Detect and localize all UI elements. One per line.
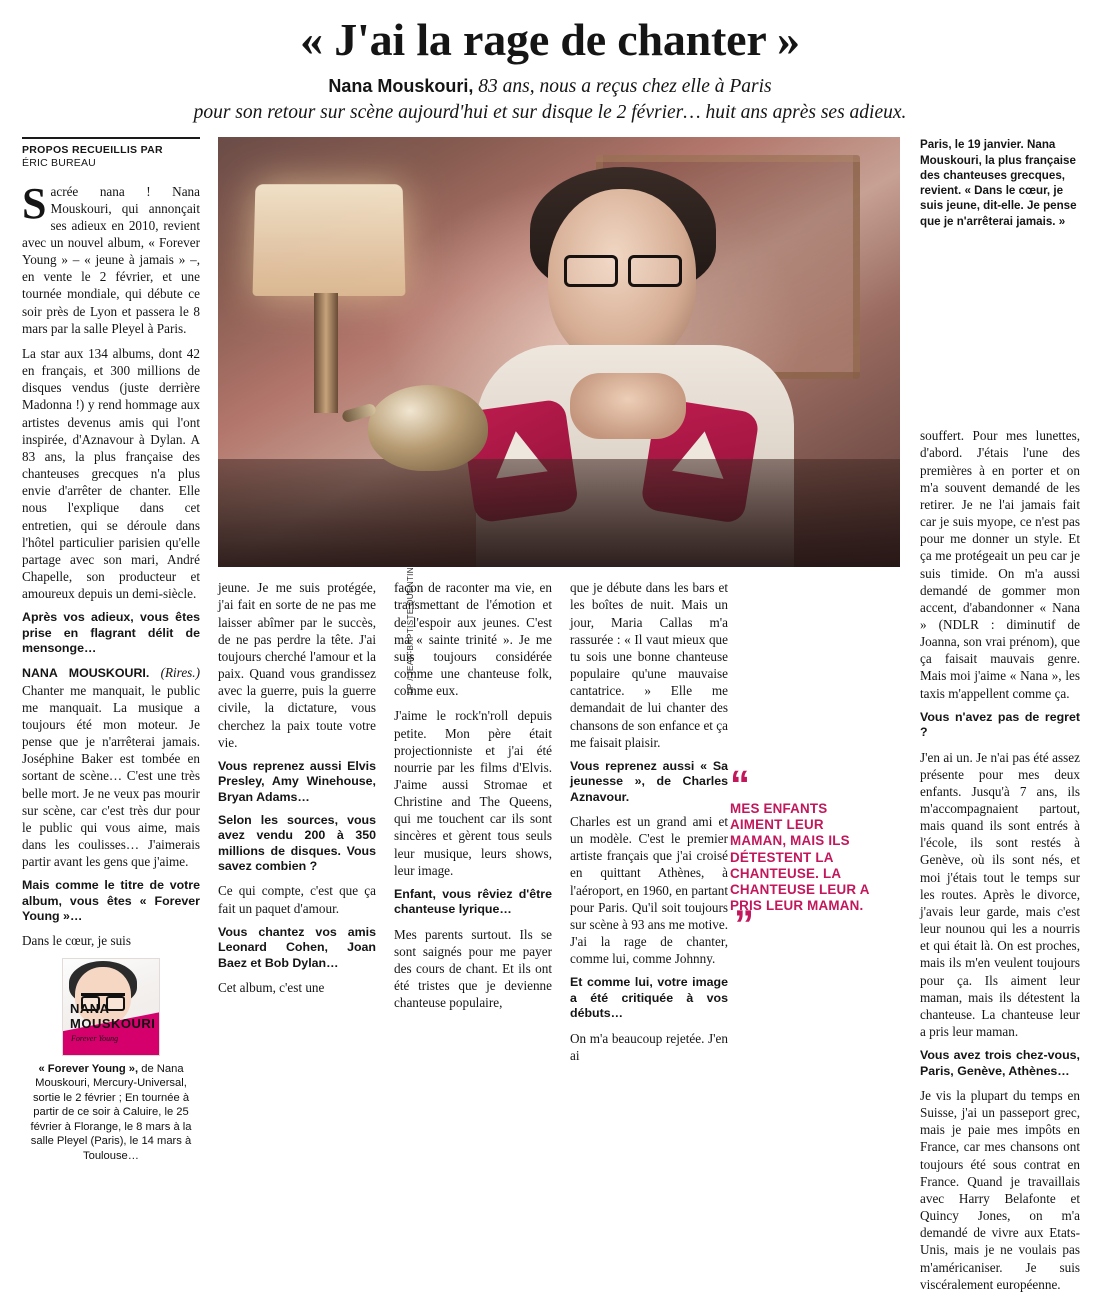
lamp-stem-shape: [314, 293, 338, 413]
paragraph: J'en ai un. Je n'ai pas été assez présente pour mes deux enfants. Jusqu'à 7 ans, ils m'accompagnaient partout, mais quand ils sont entrés à l'école, ils sont restés à Genève, où ils sont nés, et moi j'étais tout le temps sur les routes. Après le divorce, j'avais leur garde, mais c'est leur nounou qui les a nourris et qui était là. On est proches, mais ils m'en veulent toujours pour ça. Ils aiment leur maman, mais ils détestent la chanteuse. La chanteuse leur a pris leur maman.: [920, 749, 1080, 1040]
glasses-icon: [564, 255, 682, 281]
quote-open-icon: “: [730, 763, 751, 808]
stage-direction: (Rires.): [160, 665, 200, 681]
question: Après vos adieux, vous êtes prise en flagrant délit de mensonge…: [22, 610, 200, 656]
paragraph: On m'a beaucoup rejetée. J'en ai: [570, 1030, 728, 1063]
photo-credit-holder: [406, 567, 418, 695]
photo-credit: LP / JEAN-BAPTISTE QUENTIN: [406, 567, 415, 695]
album-cover-block: [22, 958, 200, 1164]
album-title-text: NANA MOUSKOURI: [70, 1000, 156, 1031]
question: Mais comme le titre de votre album, vous êtes « Forever Young »…: [22, 878, 200, 924]
byline-label: PROPOS RECUEILLIS PAR: [22, 144, 163, 157]
pull-quote-text: MES ENFANTS AIMENT LEUR MAMAN, MAIS ILS DÉTESTENT LA CHANTEUSE. LA CHANTEUSE LEUR A PRIS LEUR MAMAN.: [730, 801, 870, 913]
paragraph: jeune. Je me suis protégée, j'ai fait en sorte de ne pas me laisser abîmer par le succès, de ne pas perdre la tête. J'ai toujours cherché l'amour et la paix. Quand vous grandissez avec la guerre, puis la guerre civile, la dictature, vous cherchez la paix toute votre vie.: [218, 580, 376, 750]
byline-author: ÉRIC BUREAU: [22, 157, 96, 170]
paragraph: Je vis la plupart du temps en Suisse, j'ai un passeport grec, mais je paie mes impôts en France, car mes chansons ont toujours été sous contrat en France. Quand je travaillais avec Harry Belafonte et Quincy Jones, on m'a demandé de vivre aux Etats-Unis, mais je ne voulais pas m'américaniser. Je suis viscéralement européenne.: [920, 1087, 1080, 1292]
paragraph: La star aux 134 albums, dont 42 en français, et 300 millions de disques vendus (juste derrière Madonna !) y rend hommage aux artistes devenus amis qui l'ont inspirée, d'Aznavour à Dylan. A 83 ans, la plus française des chanteuses grecques n'a plus envie d'arrêter de chanter. Elle nous l'explique dans cet entretien, qui se déroule dans l'hôtel particulier parisien qu'elle partage avec son mari, André Chapelle, son producteur et amoureux depuis un demi-siècle.: [22, 345, 200, 602]
subject-hands-shape: [570, 373, 686, 439]
column-2: [394, 579, 552, 1019]
question: Et comme lui, votre image a été critiquée à vos débuts…: [570, 975, 728, 1021]
answer: [22, 664, 200, 870]
standfirst-line1: 83 ans, nous a reçus chez elle à Paris: [473, 75, 772, 97]
question: Enfant, vous rêviez d'être chanteuse lyrique…: [394, 886, 552, 917]
table-shape: [218, 459, 900, 567]
paragraph: façon de raconter ma vie, en transmettant de l'émotion et de l'espoir aux jeunes. C'est ma « sainte trinité ». Je me suis toujours considérée comme une chanteuse folk, comme eux.: [394, 580, 552, 699]
question: Vous reprenez aussi « Sa jeunesse », de Charles Aznavour.: [570, 758, 728, 804]
paragraph: Sacrée nana ! Nana Mouskouri, qui annonçait ses adieux en 2010, revient avec un nouvel album, « Forever Young » – « jeune à jamais » –, en vente le 2 février, et une tournée mondiale, qui débute ce soir près de Lyon et passera le 8 mars par la salle Pleyel à Paris.: [22, 178, 200, 336]
column-4: [920, 427, 1080, 1301]
byline-divider: [22, 137, 200, 139]
album-subtitle-text: Forever Young: [71, 1033, 119, 1043]
album-caption-title: « Forever Young »,: [38, 1062, 139, 1075]
photo-image: [218, 137, 900, 567]
album-caption-rest: de Nana Mouskouri, Mercury-Universal, sortie le 2 février ; En tournée à partir de ce soir à Caluire, le 25 février à Florange, le 8 mars à la salle Pleyel (Paris), le 14 mars à Toulouse…: [30, 1062, 192, 1162]
paragraph: Dans le cœur, je suis: [22, 933, 131, 949]
column-1: [218, 579, 376, 1004]
article-grid: [22, 137, 1080, 1292]
question: Vous reprenez aussi Elvis Presley, Amy Winehouse, Bryan Adams…: [218, 758, 376, 804]
question: Vous n'avez pas de regret ?: [920, 709, 1080, 740]
speaker-label: NANA MOUSKOURI.: [22, 666, 150, 681]
lamp-shape: [253, 185, 406, 297]
column-3: [570, 579, 728, 1072]
column-left: [22, 137, 200, 1169]
paragraph: J'aime le rock'n'roll depuis petite. Mon père était projectionniste et j'ai été nourrie par les films d'Elvis. J'aime aussi Stromae et Christine and The Queens, qui me touchent car ils sont sincères et gèrent tous seuls leur musique, leurs shows, leur image.: [394, 708, 552, 878]
paragraph: que je débute dans les bars et les boîtes de nuit. Mais un jour, Maria Callas m'a rassurée : « Il vaut mieux que tu sois une bonne chanteuse populaire qu'une mauvaise cantatrice. » Elle me demandait de lui chanter des chansons de son enfance et ça me faisait plaisir.: [570, 580, 728, 750]
photo-caption: Paris, le 19 janvier. Nana Mouskouri, la plus française des chanteuses grecques, revient. « Dans le cœur, je suis jeune, dit-elle. Je pense que je n'arrêterai jamais. »: [920, 138, 1077, 228]
teapot-shape: [368, 385, 488, 471]
pull-quote: [730, 763, 880, 947]
article-columns: [218, 428, 1080, 1292]
page-title: « J'ai la rage de chanter »: [300, 14, 800, 65]
paragraph: Ce qui compte, c'est que ça fait un paquet d'amour.: [218, 883, 376, 916]
standfirst: [102, 74, 998, 125]
question: Selon les sources, vous avez vendu 200 à 350 millions de disques. Vous savez combien ?: [218, 812, 376, 874]
paragraph: Charles est un grand ami et un modèle. C'est le premier artiste français que j'ai croisé en quittant Athènes, à l'aéroport, en 1960, en partant pour Paris. Qu'il soit toujours sur scène à 93 ans me motive. J'ai la rage de chanter, comme lui, comme Johnny.: [570, 813, 728, 967]
question: Vous chantez vos amis Leonard Cohen, Joan Baez et Bob Dylan…: [218, 924, 376, 970]
paragraph: Mes parents surtout. Ils se sont saignés pour me payer des cours de chant. Et ils ont été tristes que je devienne chanteuse populaire,: [394, 926, 552, 1011]
question: Vous avez trois chez-vous, Paris, Genève, Athènes…: [920, 1048, 1080, 1078]
left-body: [22, 178, 200, 950]
quote-close-icon: ”: [734, 902, 755, 947]
answer-text: Chanter me manquait, le public me manquait. La musique a toujours été mon moteur. Je pense que je n'arrêterai jamais. Joséphine Baker est tombée en sortant de scène… C'est une très belle mort. Je ne veux pas mourir sur scène, car c'est très dur pour le public qui vous aime, mais dans les coulisses… J'aimerais partir avant les gens que j'aime.: [22, 682, 200, 870]
standfirst-name: Nana Mouskouri,: [328, 75, 474, 96]
standfirst-line2: pour son retour sur scène aujourd'hui et sur disque le 2 février… huit ans après ses adieux.: [193, 101, 907, 123]
paragraph: Cet album, c'est une: [218, 979, 325, 995]
album-caption: [22, 1062, 200, 1164]
album-cover-image: [62, 958, 160, 1056]
paragraph: souffert. Pour mes lunettes, d'abord. J'étais l'une des premières à en porter et on m'a souvent demandé de les retirer. Je ne l'ai jamais fait car je suis myope, ce n'est pas pour me donner un style. Et ça me protégeait un peu car je suis timide. On m'a aussi demandé de gommer mon accent, d'abandonner « Nana » (NDLR : diminutif de Joanna, son vrai prénom), que ça faisait mauvais genre. Mais moi j'aime « Nana », les taxis m'appellent comme ça.: [920, 428, 1080, 701]
byline: [22, 144, 200, 170]
